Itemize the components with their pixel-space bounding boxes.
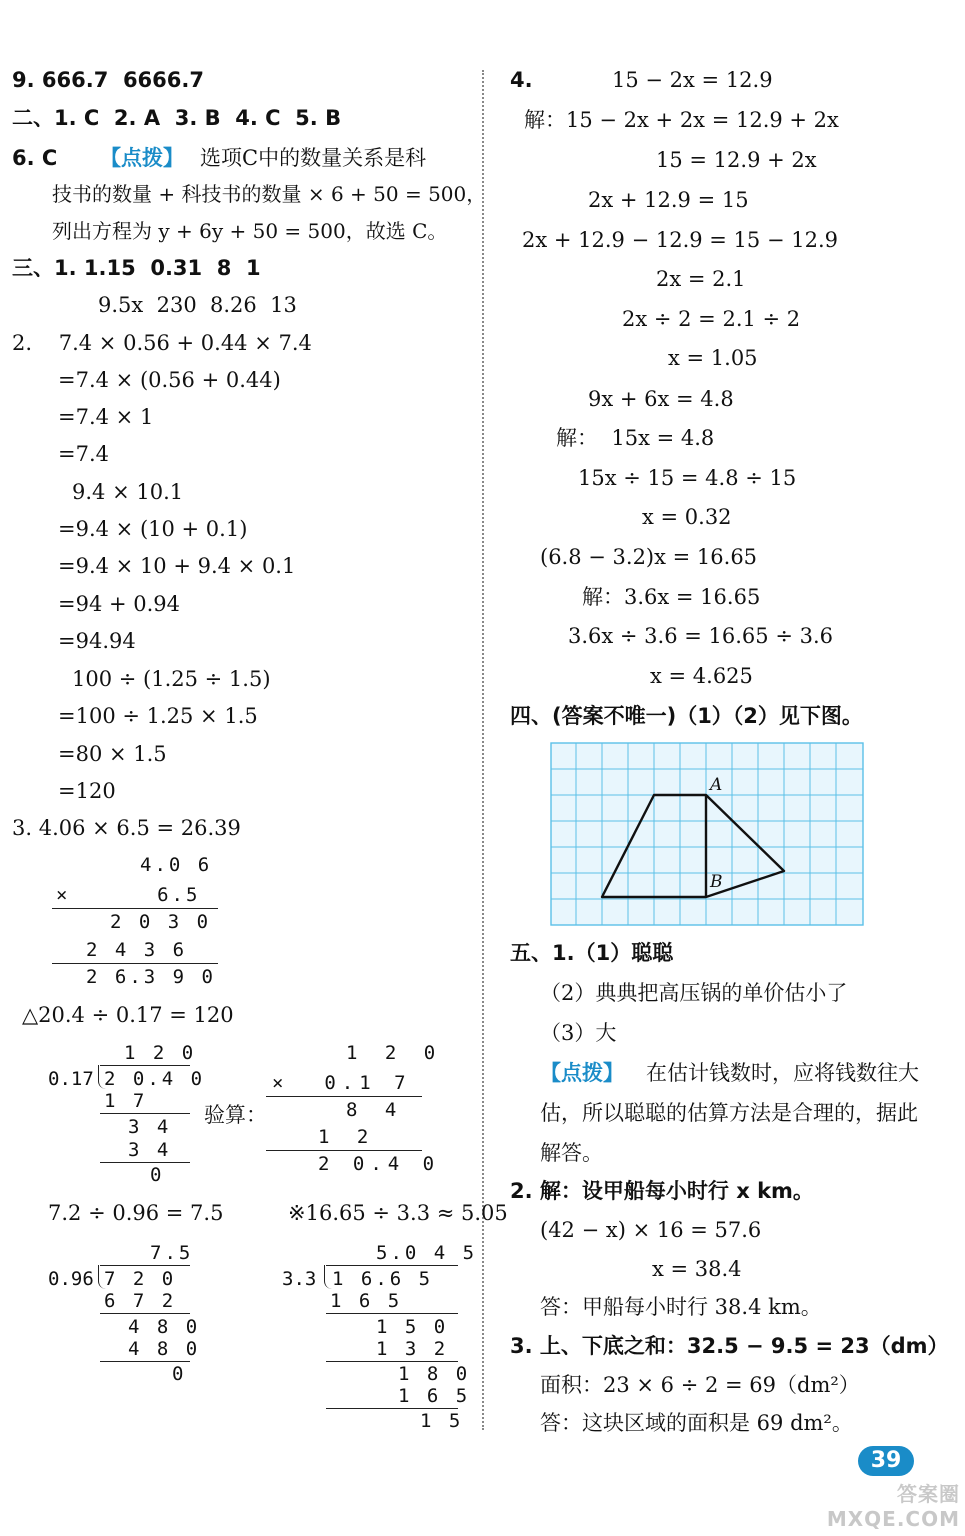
hint-text: 解答。 [540, 1141, 603, 1165]
hint-label: 【点拨】 [100, 146, 184, 170]
point-label-b: B [710, 872, 723, 892]
watermark: 答案圈 MXQE.COM [826, 1482, 960, 1531]
page-number: 39 [870, 1448, 902, 1473]
equation-line: 9x + 6x = 4.8 [588, 387, 734, 411]
calc-line: =80 × 1.5 [58, 742, 167, 766]
hint-text: 估，所以聪聪的估算方法是合理的，据此 [540, 1101, 918, 1125]
grid-figure [550, 742, 864, 926]
page-number-badge [858, 1446, 914, 1476]
equation-line: 15x ÷ 15 = 4.8 ÷ 15 [578, 466, 797, 490]
calc-line: =100 ÷ 1.25 × 1.5 [58, 704, 258, 728]
section-heading: 四、(答案不唯一)（1）（2）见下图。 [510, 704, 863, 728]
equation-line: 解： 15x = 4.8 [556, 426, 715, 450]
hint-label: 【点拨】 [540, 1061, 624, 1085]
equation-line: 3.6x ÷ 3.6 = 16.65 ÷ 3.6 [568, 624, 833, 648]
calc-line: =7.4 [58, 442, 109, 466]
column-divider [482, 70, 484, 1430]
answer-line: 二、1. C 2. A 3. B 4. C 5. B [12, 106, 342, 130]
calc-line: =9.4 × 10 + 9.4 × 0.1 [58, 554, 296, 578]
answer-line: 三、1. 1.15 0.31 8 1 [12, 256, 261, 280]
equation-line: 15 = 12.9 + 2x [656, 148, 817, 172]
calc-line: =9.4 × (10 + 0.1) [58, 517, 248, 541]
calc-line: 7.2 ÷ 0.96 = 7.5 [48, 1201, 224, 1225]
calc-line: ※16.65 ÷ 3.3 ≈ 5.05 [288, 1201, 508, 1225]
check-label: 验算： [204, 1103, 267, 1127]
answer-line: （2）典典把高压锅的单价估小了 [540, 981, 848, 1005]
answer-line: 2. 解：设甲船每小时行 x km。 [510, 1179, 814, 1203]
equation-line: 2x + 12.9 = 15 [588, 188, 749, 212]
calc-line: =94 + 0.94 [58, 592, 181, 616]
equation-line: x = 0.32 [642, 505, 732, 529]
answer-line: （3）大 [540, 1021, 617, 1045]
answer-line: 3. 上、下底之和：32.5 − 9.5 = 23（dm） [510, 1334, 949, 1358]
answer-line: 答：这块区域的面积是 69 dm²。 [540, 1411, 853, 1435]
calc-line: =7.4 × 1 [58, 405, 154, 429]
trapezoid-diagram [550, 742, 864, 926]
calc-line: △20.4 ÷ 0.17 = 120 [22, 1003, 234, 1027]
answer-line: 4. [510, 68, 533, 92]
point-label-a: A [710, 775, 723, 795]
answer-line: 9.5x 230 8.26 13 [98, 293, 297, 317]
calc-line: 9.4 × 10.1 [72, 480, 184, 504]
equation-line: 15 − 2x = 12.9 [612, 68, 773, 92]
equation-line: x = 1.05 [668, 346, 758, 370]
equation-line: 2x ÷ 2 = 2.1 ÷ 2 [622, 307, 801, 331]
answer-line: 答：甲船每小时行 38.4 km。 [540, 1295, 822, 1319]
equation-line: 2x + 12.9 − 12.9 = 15 − 12.9 [522, 228, 838, 252]
hint-text: 技书的数量 + 科技书的数量 × 6 + 50 = 500， [52, 182, 487, 206]
equation-line: (6.8 − 3.2)x = 16.65 [540, 545, 758, 569]
calc-line: 2. 7.4 × 0.56 + 0.44 × 7.4 [12, 331, 312, 355]
answer-line: 面积：23 × 6 ÷ 2 = 69（dm²） [540, 1373, 860, 1397]
equation-line: 2x = 2.1 [656, 267, 746, 291]
equation-line: (42 − x) × 16 = 57.6 [540, 1218, 762, 1242]
calc-line: 3. 4.06 × 6.5 = 26.39 [12, 816, 241, 840]
answer-line: 9. 666.7 6666.7 [12, 68, 204, 92]
hint-text: 选项C中的数量关系是科 [200, 146, 427, 170]
equation-line: 解：3.6x = 16.65 [582, 585, 761, 609]
calc-line: =7.4 × (0.56 + 0.44) [58, 368, 281, 392]
equation-line: x = 4.625 [650, 664, 753, 688]
hint-text: 在估计钱数时，应将钱数往大 [646, 1061, 919, 1085]
calc-line: =94.94 [58, 629, 136, 653]
hint-text: 列出方程为 y + 6y + 50 = 500，故选 C。 [52, 219, 448, 243]
calc-line: 100 ÷ (1.25 ÷ 1.5) [72, 667, 271, 691]
equation-line: 解：15 − 2x + 2x = 12.9 + 2x [524, 108, 839, 132]
answer-line: 6. C [12, 146, 58, 170]
section-heading: 五、1.（1）聪聪 [510, 941, 674, 965]
calc-line: =120 [58, 779, 116, 803]
equation-line: x = 38.4 [652, 1257, 742, 1281]
